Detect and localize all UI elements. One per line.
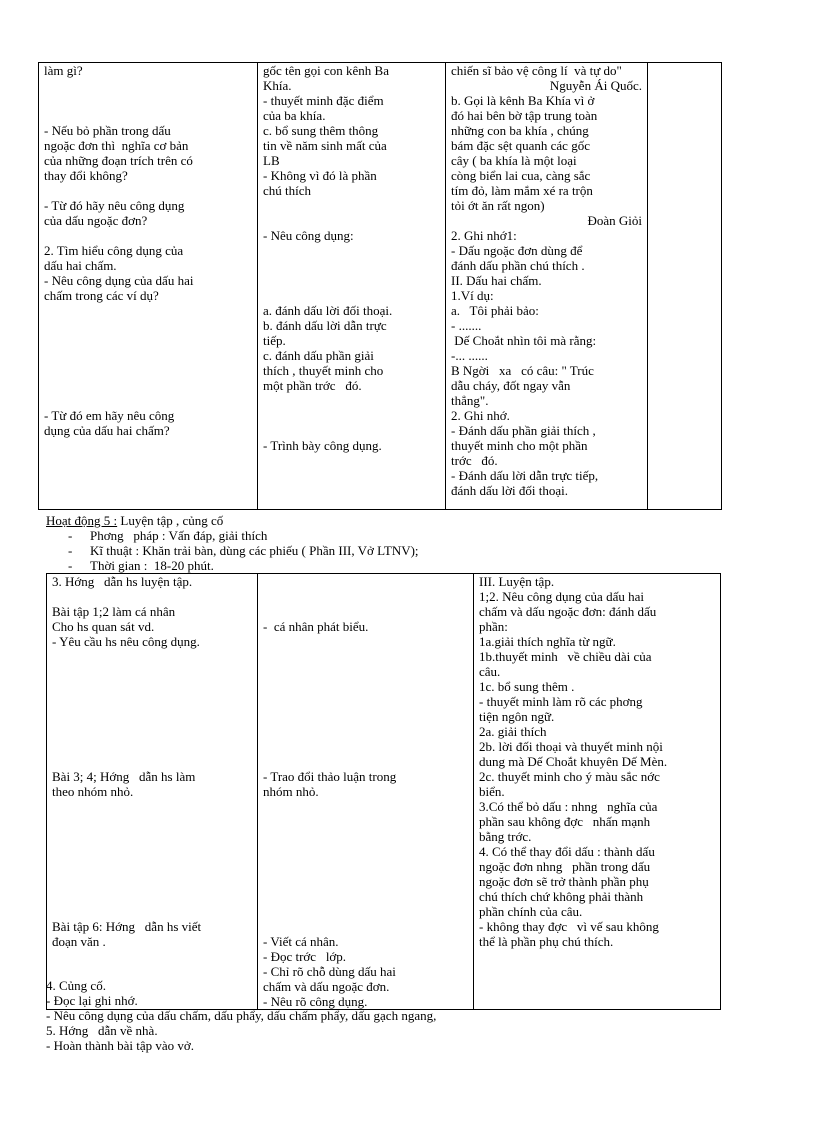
table-text-line (263, 904, 468, 919)
table-text-line (263, 574, 468, 589)
table-text-line (44, 228, 252, 243)
table-text-line: gốc tên gọi con kênh Ba (263, 63, 389, 78)
table-text-line: những con ba khía , chúng (451, 123, 589, 138)
table-text-line: dụng của dấu hai chấm? (44, 423, 170, 438)
table-text-line: - Từ đó em hãy nêu công (44, 408, 175, 423)
table-text-line: Nguyễn Ái Quốc. (549, 78, 642, 93)
table-text-line: đoạn văn . (52, 934, 106, 949)
table-text-line: 1c. bổ sung thêm . (479, 679, 575, 694)
table-text-line: tím đỏ, làm mắm xé ra trộn (451, 183, 593, 198)
table-text-line (44, 108, 252, 123)
table-text-line: còng biển lai cua, càng sắc (451, 168, 591, 183)
table-text-line: chấm và dấu ngoặc đơn: đánh dấu (479, 604, 657, 619)
table-text-line (44, 318, 252, 333)
table-text-line: 2a. giải thích (479, 724, 547, 739)
table-text-line (263, 829, 468, 844)
table-text-line: phần chính của câu. (479, 904, 583, 919)
footer-line: 4. Củng cố. (46, 978, 106, 993)
footer-line: 5. Hớng dẫn về nhà. (46, 1023, 158, 1038)
table-text-line (263, 243, 440, 258)
footer-line: - Hoàn thành bài tập vào vở. (46, 1038, 195, 1053)
table-text-line: của dấu ngoặc đơn? (44, 213, 148, 228)
table-text-line (52, 874, 252, 889)
table-text-line: - cá nhân phát biểu. (263, 619, 369, 634)
teacher-activity-column (47, 574, 258, 1010)
table-text-line: - Viết cá nhân. (263, 934, 339, 949)
table-text-line (263, 258, 440, 273)
table-text-line (263, 919, 468, 934)
table-text-line: 1a.giải thích nghĩa từ ngữ. (479, 634, 616, 649)
table-text-line: chú thích (263, 183, 312, 198)
table-text-line: đánh dấu phần chú thích . (451, 258, 585, 273)
table-text-line: Bài 3; 4; Hớng dẫn hs làm (52, 769, 196, 784)
table-text-line: 2b. lời đối thoại và thuyết minh nội (479, 739, 663, 754)
table-text-line: 1;2. Nêu công dụng của dấu hai (479, 589, 644, 604)
table-text-line (263, 213, 440, 228)
notes-column (648, 63, 722, 510)
table-text-line (263, 589, 468, 604)
table-text-line: 2. Ghi nhớ. (451, 408, 510, 423)
table-text-line: biển. (479, 784, 505, 799)
table-text-line: dấu hai chấm. (44, 258, 117, 273)
table-text-line: - thuyết minh làm rõ các phơng (479, 694, 643, 709)
table-text-line (44, 93, 252, 108)
table-text-line (263, 739, 468, 754)
table-text-line (52, 754, 252, 769)
table-text-line: theo nhóm nhỏ. (52, 784, 134, 799)
table-text-line: thay đổi không? (44, 168, 128, 183)
table-text-line: - Trao đổi thảo luận trong (263, 769, 397, 784)
table-text-line: - Từ đó hãy nêu công dụng (44, 198, 185, 213)
content-column (446, 63, 648, 510)
table-text-line: thích , thuyết minh cho (263, 363, 384, 378)
student-activity-column (258, 574, 474, 1010)
table-text-line (52, 889, 252, 904)
table-text-line: ngoặc đơn thì nghĩa cơ bản (44, 138, 189, 153)
table-text-line: Bài tập 1;2 làm cá nhân (52, 604, 176, 619)
list-item: - Phơng pháp : Vấn đáp, giải thích (68, 528, 746, 543)
table-text-line: thể là phần phụ chú thích. (479, 934, 614, 949)
table-text-line (263, 859, 468, 874)
table-text-line: LB (263, 153, 280, 168)
table-text-line: ngoặc đơn sẽ trở thành phần phụ (479, 874, 649, 889)
table-text-line: - ....... (451, 318, 482, 333)
table-text-line: 2c. thuyết minh cho ý màu sắc nớc (479, 769, 660, 784)
table-text-line (263, 694, 468, 709)
table-text-line: 1.Ví dụ: (451, 288, 494, 303)
table-text-line (263, 198, 440, 213)
lesson-table-1 (38, 62, 722, 510)
table-text-line: dẫu cháy, đốt ngay vẫn (451, 378, 571, 393)
footer-line: - Đọc lại ghi nhớ. (46, 993, 138, 1008)
table-text-line: một phần trớc đó. (263, 378, 362, 393)
table-text-line: 3. Hớng dẫn hs luyện tập. (52, 574, 193, 589)
table-text-line (263, 844, 468, 859)
table-text-line: đó hai bên bờ tập trung toàn (451, 108, 598, 123)
table-text-line: - Nếu bỏ phần trong dấu (44, 123, 171, 138)
table-text-line (44, 333, 252, 348)
table-text-line: tiếp. (263, 333, 286, 348)
table-text-line (44, 363, 252, 378)
table-text-line: c. bổ sung thêm thông (263, 123, 379, 138)
table-text-line: 3.Có thể bỏ dấu : nhng nghĩa của (479, 799, 658, 814)
table-text-line: tỏi ớt ăn rất ngon) (451, 198, 545, 213)
table-text-line: chấm trong các ví dụ? (44, 288, 159, 303)
consolidation-section (46, 978, 766, 1053)
table-text-line: - Chỉ rõ chỗ dùng dấu hai (263, 964, 396, 979)
table-text-line: a. Tôi phải bảo: (451, 303, 539, 318)
table-text-line: - thuyết minh đặc điểm (263, 93, 384, 108)
table-text-line (52, 844, 252, 859)
table-text-line: Khía. (263, 78, 292, 93)
list-item: - Kĩ thuật : Khăn trải bàn, dùng các phiếu ( Phần III, Vở LTNV); (68, 543, 746, 558)
table-text-line: B Ngời xa có câu: " Trúc (451, 363, 594, 378)
table-text-line: thuyết minh cho một phần (451, 438, 588, 453)
table-text-line: 2. Tìm hiểu công dụng của (44, 243, 184, 258)
table-text-line: chiến sĩ bảo vệ công lí và tự do" (451, 63, 622, 78)
table-text-line: đánh dấu lời đối thoại. (451, 483, 568, 498)
table-text-line: cây ( ba khía là một loại (451, 153, 577, 168)
lesson-table-2 (46, 573, 721, 1010)
table-text-line (263, 634, 468, 649)
table-text-line: a. đánh dấu lời đối thoại. (263, 303, 393, 318)
table-text-line (263, 288, 440, 303)
table-text-line (52, 724, 252, 739)
activity-5-section (46, 513, 746, 573)
table-text-line: của những đoạn trích trên có (44, 153, 193, 168)
table-text-line (263, 604, 468, 619)
table-text-line: phần: (479, 619, 508, 634)
table-text-line (52, 799, 252, 814)
table-text-line: nhóm nhỏ. (263, 784, 319, 799)
footer-line: - Nêu công dụng của dấu chấm, dấu phẩy, dấu chấm phẩy, dấu gạch ngang, (46, 1008, 437, 1023)
table-text-line: b. Gọi là kênh Ba Khía vì ở (451, 93, 595, 108)
table-text-line: c. đánh dấu phần giải (263, 348, 374, 363)
table-text-line (263, 273, 440, 288)
table-text-line: - Đánh dấu lời dẫn trực tiếp, (451, 468, 599, 483)
table-text-line (263, 889, 468, 904)
table-text-line: - Trình bày công dụng. (263, 438, 382, 453)
table-text-line (52, 829, 252, 844)
table-text-line (44, 78, 252, 93)
table-text-line: trớc đó. (451, 453, 498, 468)
table-text-line: 1b.thuyết minh về chiều dài của (479, 649, 652, 664)
table-text-line: câu. (479, 664, 501, 679)
table-text-line (52, 814, 252, 829)
table-text-line (263, 799, 468, 814)
table-text-line: bám đặc sệt quanh các gốc (451, 138, 590, 153)
table-text-line: III. Luyện tập. (479, 574, 555, 589)
table-text-line: - Đọc trớc lớp. (263, 949, 347, 964)
table-text-line (263, 724, 468, 739)
table-text-line (263, 874, 468, 889)
table-text-line (52, 709, 252, 724)
table-text-line: ngoặc đơn nhng phần trong dấu (479, 859, 651, 874)
table-text-line: Cho hs quan sát vd. (52, 619, 155, 634)
table-text-line: bằng trớc. (479, 829, 532, 844)
table-text-line: - Nêu rõ công dụng. (263, 994, 368, 1009)
table-text-line (52, 679, 252, 694)
table-text-line (263, 664, 468, 679)
table-text-line (52, 694, 252, 709)
table-text-line (263, 814, 468, 829)
table-text-line: - Dấu ngoặc đơn dùng để (451, 243, 583, 258)
table-text-line: chấm và dấu ngoặc đơn. (263, 979, 390, 994)
table-text-line (263, 754, 468, 769)
table-text-line: - không thay đợc vì vế sau không (479, 919, 659, 934)
list-item: - Thời gian : 18-20 phút. (68, 558, 746, 573)
teacher-activity-column (39, 63, 258, 510)
table-text-line (263, 423, 440, 438)
student-activity-column (258, 63, 446, 510)
table-text-line (44, 183, 252, 198)
table-text-line: làm gì? (44, 63, 83, 78)
table-text-line (44, 378, 252, 393)
table-text-line (44, 348, 252, 363)
table-text-line (263, 679, 468, 694)
table-text-line (52, 739, 252, 754)
table-text-line: b. đánh dấu lời dẫn trực (263, 318, 387, 333)
table-text-line: chú thích chứ không phải thành (479, 889, 644, 904)
table-text-line (52, 589, 252, 604)
table-text-line (263, 709, 468, 724)
table-text-line: - Không vì đó là phần (263, 168, 377, 183)
activity-5-heading: Hoạt động 5 : Luyện tập , củng cố (46, 513, 224, 528)
table-text-line: - Nêu công dụng của dấu hai (44, 273, 194, 288)
table-text-line (263, 393, 440, 408)
content-column (474, 574, 721, 1010)
table-text-line: - Nêu công dụng: (263, 228, 354, 243)
table-text-line (52, 664, 252, 679)
table-text-line: phần sau không đợc nhấn mạnh (479, 814, 651, 829)
table-text-line: Dế Choắt nhìn tôi mà rằng: (451, 333, 597, 348)
table-text-line: II. Dấu hai chấm. (451, 273, 542, 288)
table-text-line: dung mà Dế Choắt khuyên Dế Mèn. (479, 754, 668, 769)
table-text-line (263, 408, 440, 423)
table-text-line: 2. Ghi nhớ1: (451, 228, 517, 243)
table-text-line (52, 649, 252, 664)
table-text-line (44, 393, 252, 408)
table-text-line: thẳng". (451, 393, 489, 408)
table-text-line (44, 303, 252, 318)
table-text-line: -... ...... (451, 348, 488, 363)
table-text-line: - Đánh dấu phần giải thích , (451, 423, 596, 438)
table-text-line (52, 904, 252, 919)
table-text-line (52, 859, 252, 874)
table-text-line: Bài tập 6: Hớng dẫn hs viết (52, 919, 202, 934)
table-text-line: tiện ngôn ngữ. (479, 709, 555, 724)
table-text-line: tin về năm sinh mất của (263, 138, 387, 153)
table-text-line: của ba khía. (263, 108, 326, 123)
table-text-line: Đoàn Giỏi (587, 213, 642, 228)
table-text-line: 4. Có thể thay đổi dấu : thành dấu (479, 844, 655, 859)
table-text-line (263, 649, 468, 664)
activity-5-bullets (68, 528, 746, 573)
table-text-line: - Yêu cầu hs nêu công dụng. (52, 634, 200, 649)
